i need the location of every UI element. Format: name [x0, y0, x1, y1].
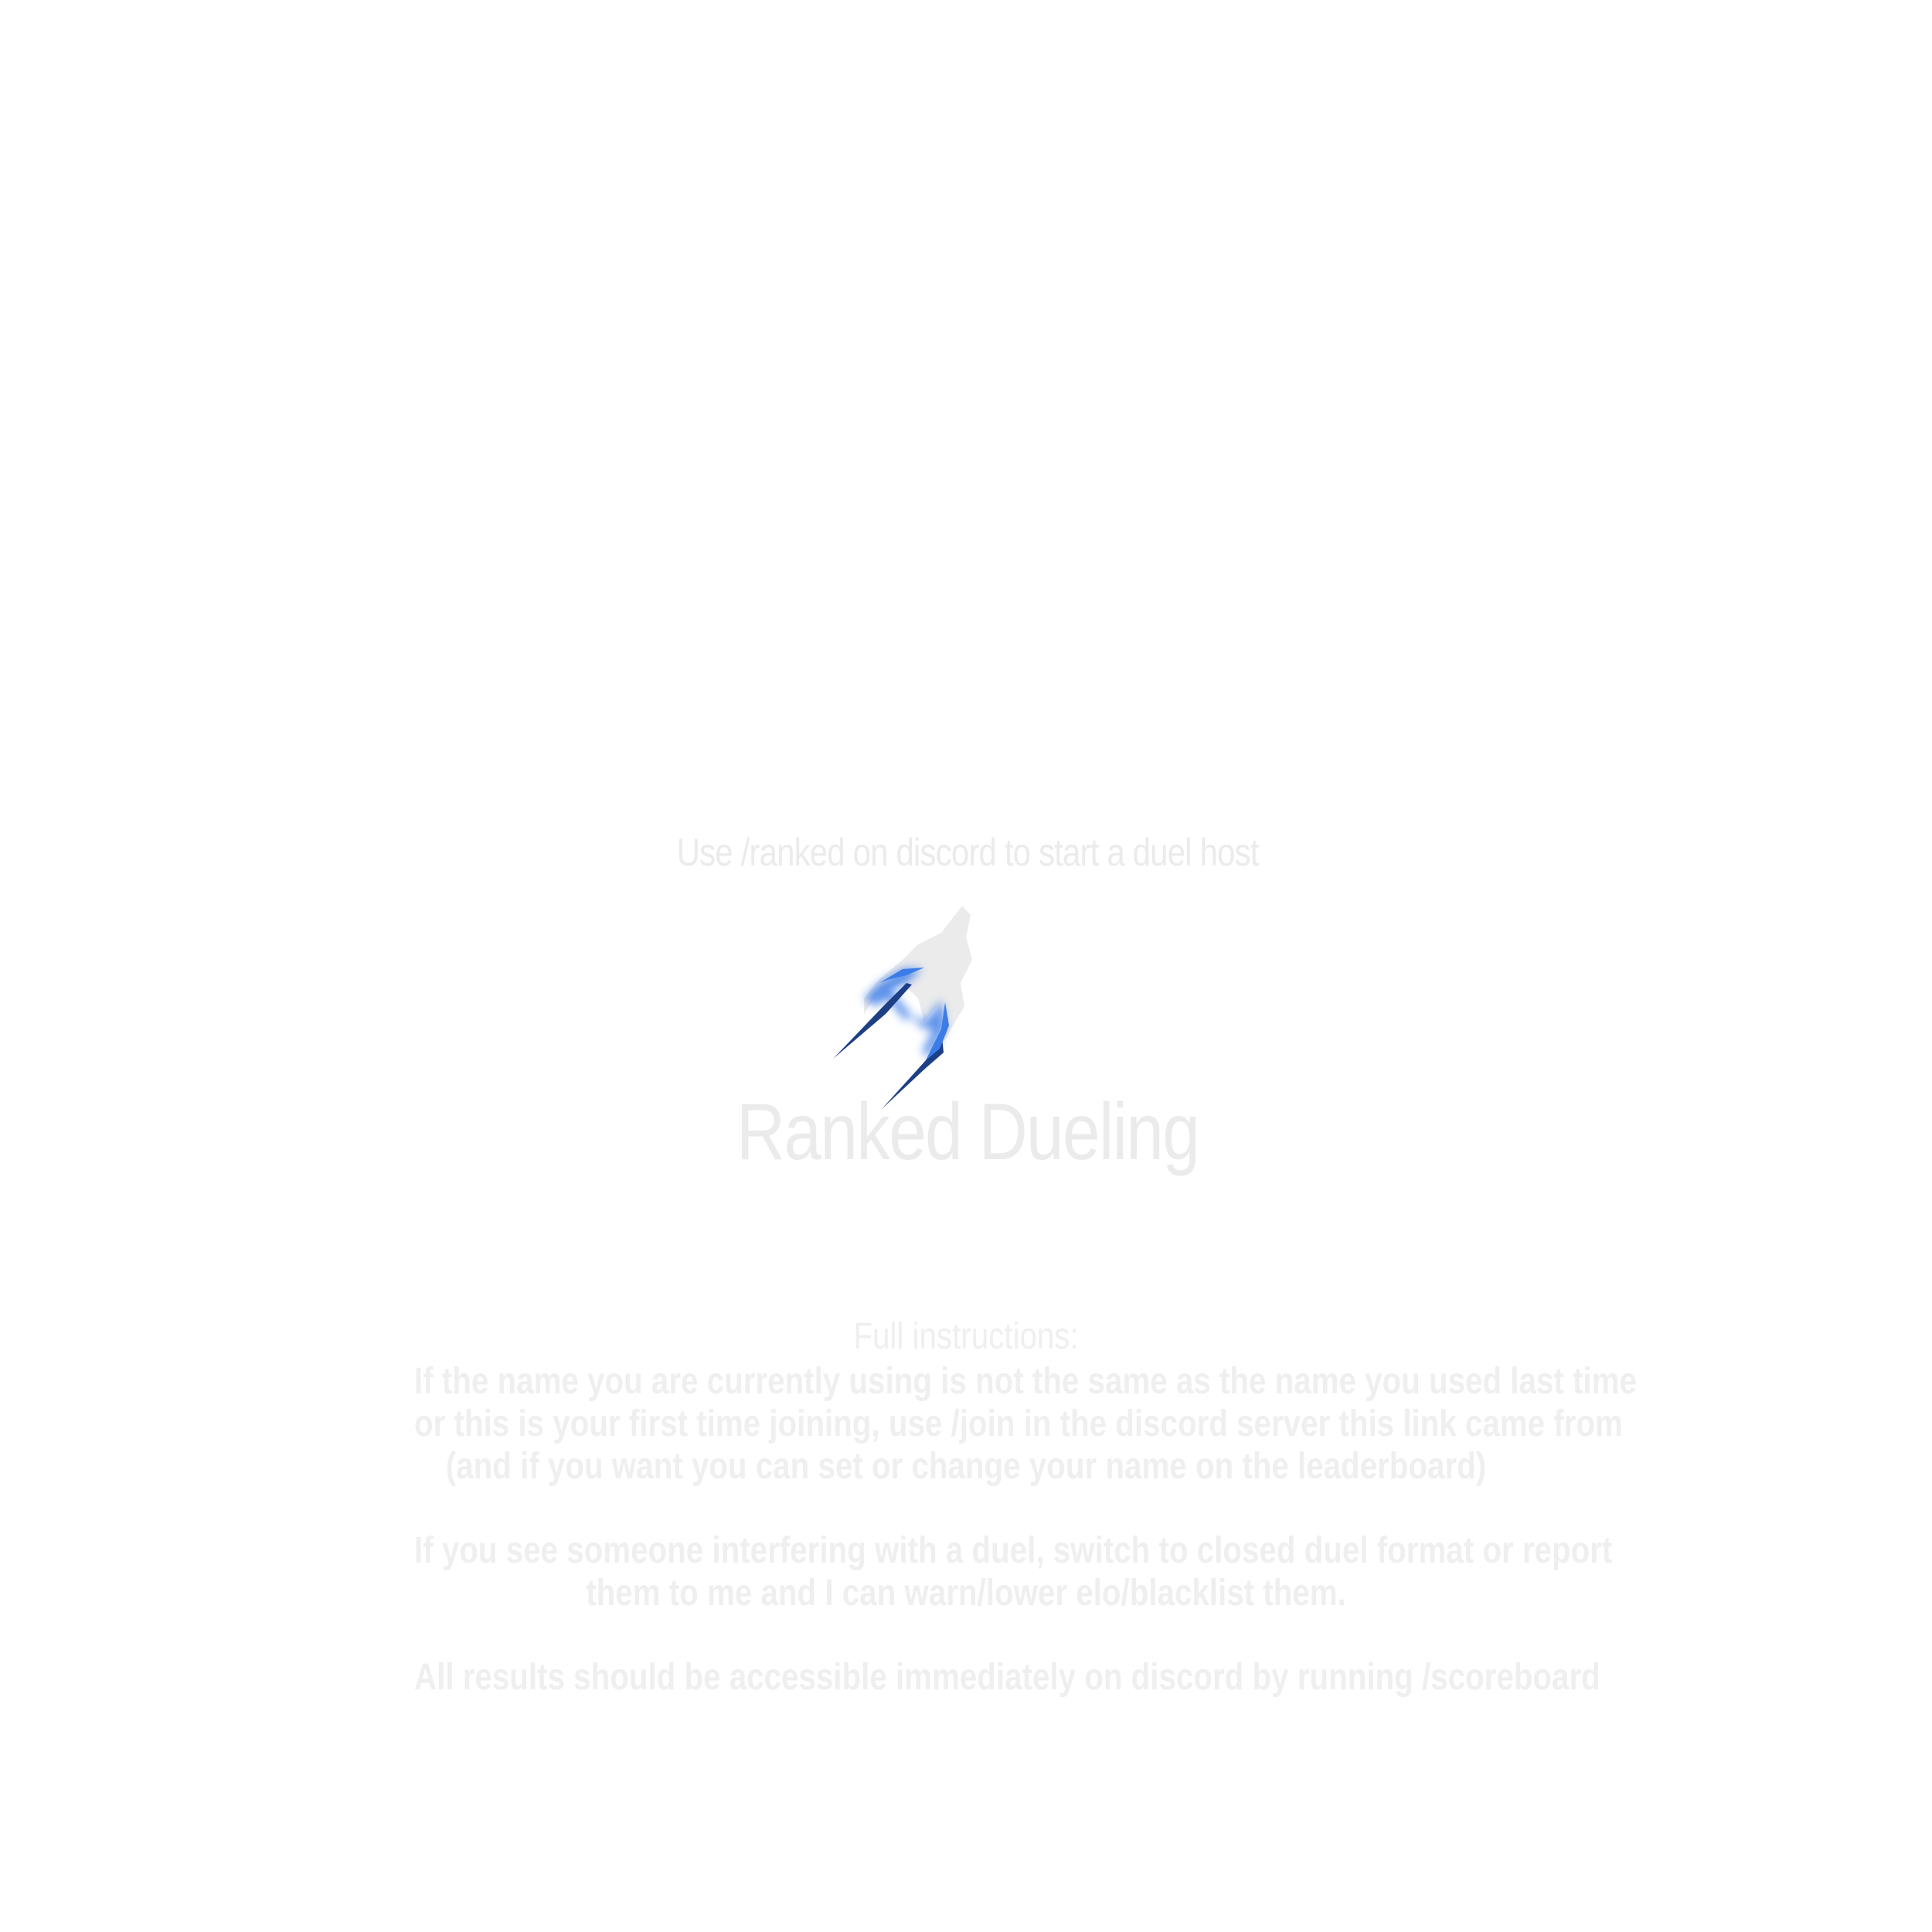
instructions-paragraph-name [414, 1360, 1637, 1488]
instructions-heading: Full instructions: [853, 1316, 1079, 1357]
start-duel-hint: Use /ranked on discord to start a duel host [676, 831, 1259, 874]
instructions-line: If you see someone interfering with a duel, switch to closed duel format or report [414, 1530, 1613, 1571]
instructions-line: (and if you want you can set or change your name on the leaderboard) [445, 1446, 1487, 1487]
instructions-paragraph-interference [414, 1529, 1613, 1614]
instructions-paragraph-results [414, 1656, 1600, 1699]
instructions-block [309, 1314, 1637, 1699]
page-title: Ranked Dueling [736, 1087, 1199, 1177]
instructions-line: or this is your first time joining, use /join in the discord server this link came from [414, 1403, 1623, 1444]
instructions-line: If the name you are currently using is not the same as the name you used last time [414, 1361, 1637, 1402]
instructions-line: All results should be accessible immediately on discord by running /scoreboard [414, 1657, 1600, 1698]
instructions-line: them to me and I can warn/lower elo/blacklist them. [586, 1573, 1346, 1614]
